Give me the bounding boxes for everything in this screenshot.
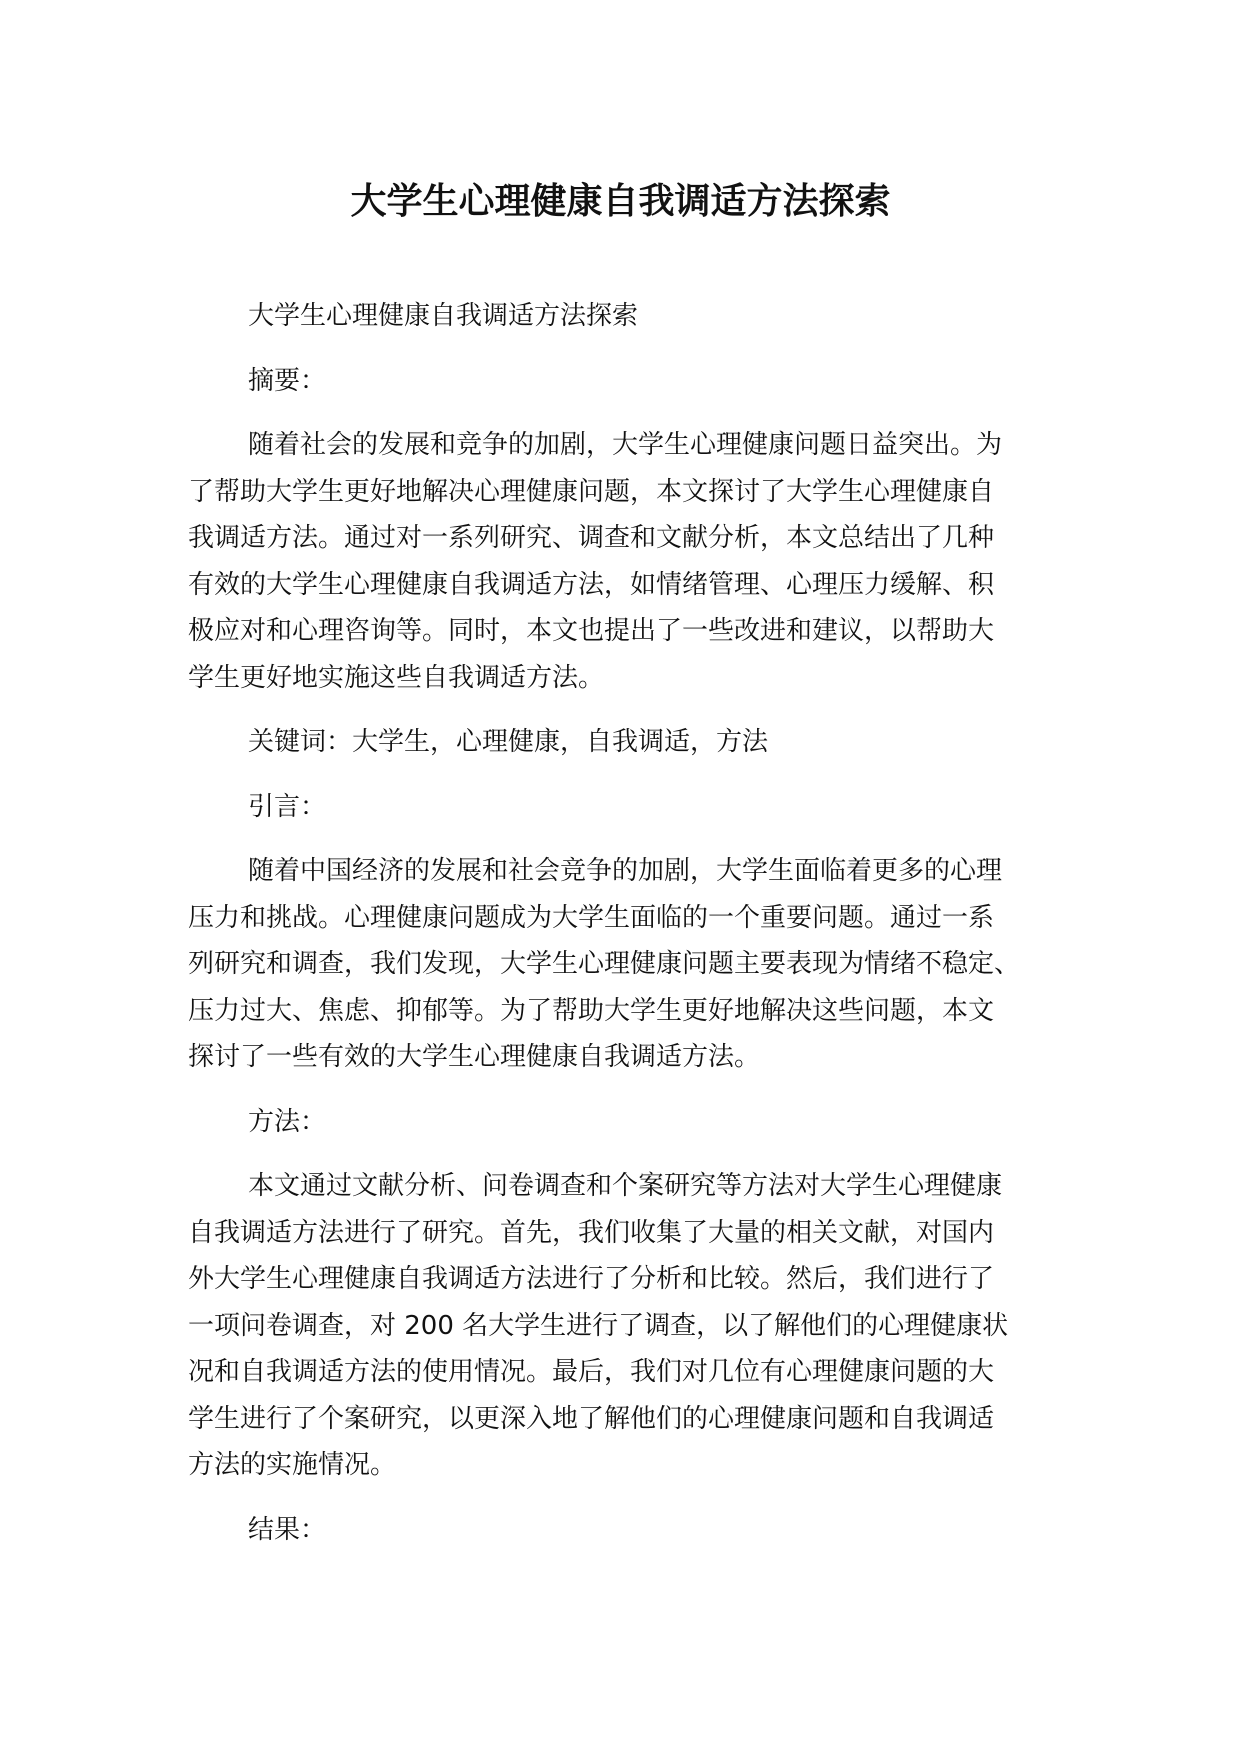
paragraph-results-heading bbox=[188, 1507, 1098, 1554]
paragraph-method-heading bbox=[188, 1099, 1098, 1146]
text-line: 压力和挑战。心理健康问题成为大学生面临的一个重要问题。通过一系 bbox=[188, 902, 995, 933]
text-line: 大学生心理健康自我调适方法探索 bbox=[248, 301, 639, 331]
text-line: 方法的实施情况。 bbox=[188, 1450, 397, 1480]
text-line: 随着中国经济的发展和社会竞争的加剧，大学生面临着更多的心理 bbox=[248, 856, 1003, 886]
text-line: 极应对和心理咨询等。同时，本文也提出了一些改进和建议，以帮助大 bbox=[188, 616, 995, 646]
text-line: 随着社会的发展和竞争的加剧，大学生心理健康问题日益突出。为 bbox=[248, 430, 1003, 460]
text-line: 学生进行了个案研究，以更深入地了解他们的心理健康问题和自我调适 bbox=[188, 1403, 995, 1434]
text-line: 探讨了一些有效的大学生心理健康自我调适方法。 bbox=[188, 1042, 761, 1072]
document-title: 大学生心理健康自我调适方法探索 bbox=[350, 181, 891, 222]
paragraph-keywords bbox=[188, 719, 1098, 766]
paragraph-abstract-heading bbox=[188, 358, 1098, 405]
text-line: 外大学生心理健康自我调适方法进行了分析和比较。然后，我们进行了 bbox=[188, 1264, 995, 1294]
document-body bbox=[188, 293, 1098, 1571]
text-line: 引言： bbox=[248, 791, 327, 822]
text-line: 一项问卷调查，对 200 名大学生进行了调查，以了解他们的心理健康状 bbox=[188, 1310, 1009, 1341]
paragraph-method bbox=[188, 1163, 1098, 1489]
text-line: 压力过大、焦虑、抑郁等。为了帮助大学生更好地解决这些问题，本文 bbox=[188, 995, 995, 1026]
text-line: 况和自我调适方法的使用情况。最后，我们对几位有心理健康问题的大 bbox=[188, 1357, 995, 1387]
paragraph-abstract bbox=[188, 422, 1098, 701]
text-line: 有效的大学生心理健康自我调适方法，如情绪管理、心理压力缓解、积 bbox=[188, 569, 995, 600]
paragraph-introduction bbox=[188, 848, 1098, 1081]
text-line: 摘要： bbox=[248, 365, 327, 396]
paragraph-introduction-heading bbox=[188, 784, 1098, 831]
text-line: 自我调适方法进行了研究。首先，我们收集了大量的相关文献，对国内 bbox=[188, 1217, 995, 1248]
text-line: 结果： bbox=[248, 1514, 327, 1545]
text-line: 本文通过文献分析、问卷调查和个案研究等方法对大学生心理健康 bbox=[248, 1171, 1003, 1201]
text-line: 列研究和调查，我们发现，大学生心理健康问题主要表现为情绪不稳定、 bbox=[188, 949, 1021, 979]
paragraph-subtitle bbox=[188, 293, 1098, 340]
text-line: 方法： bbox=[248, 1106, 327, 1137]
text-line: 学生更好地实施这些自我调适方法。 bbox=[188, 662, 605, 693]
text-line: 我调适方法。通过对一系列研究、调查和文献分析，本文总结出了几种 bbox=[188, 523, 995, 553]
text-line: 关键词：大学生，心理健康，自我调适，方法 bbox=[248, 727, 769, 757]
text-line: 了帮助大学生更好地解决心理健康问题，本文探讨了大学生心理健康自 bbox=[188, 476, 995, 507]
